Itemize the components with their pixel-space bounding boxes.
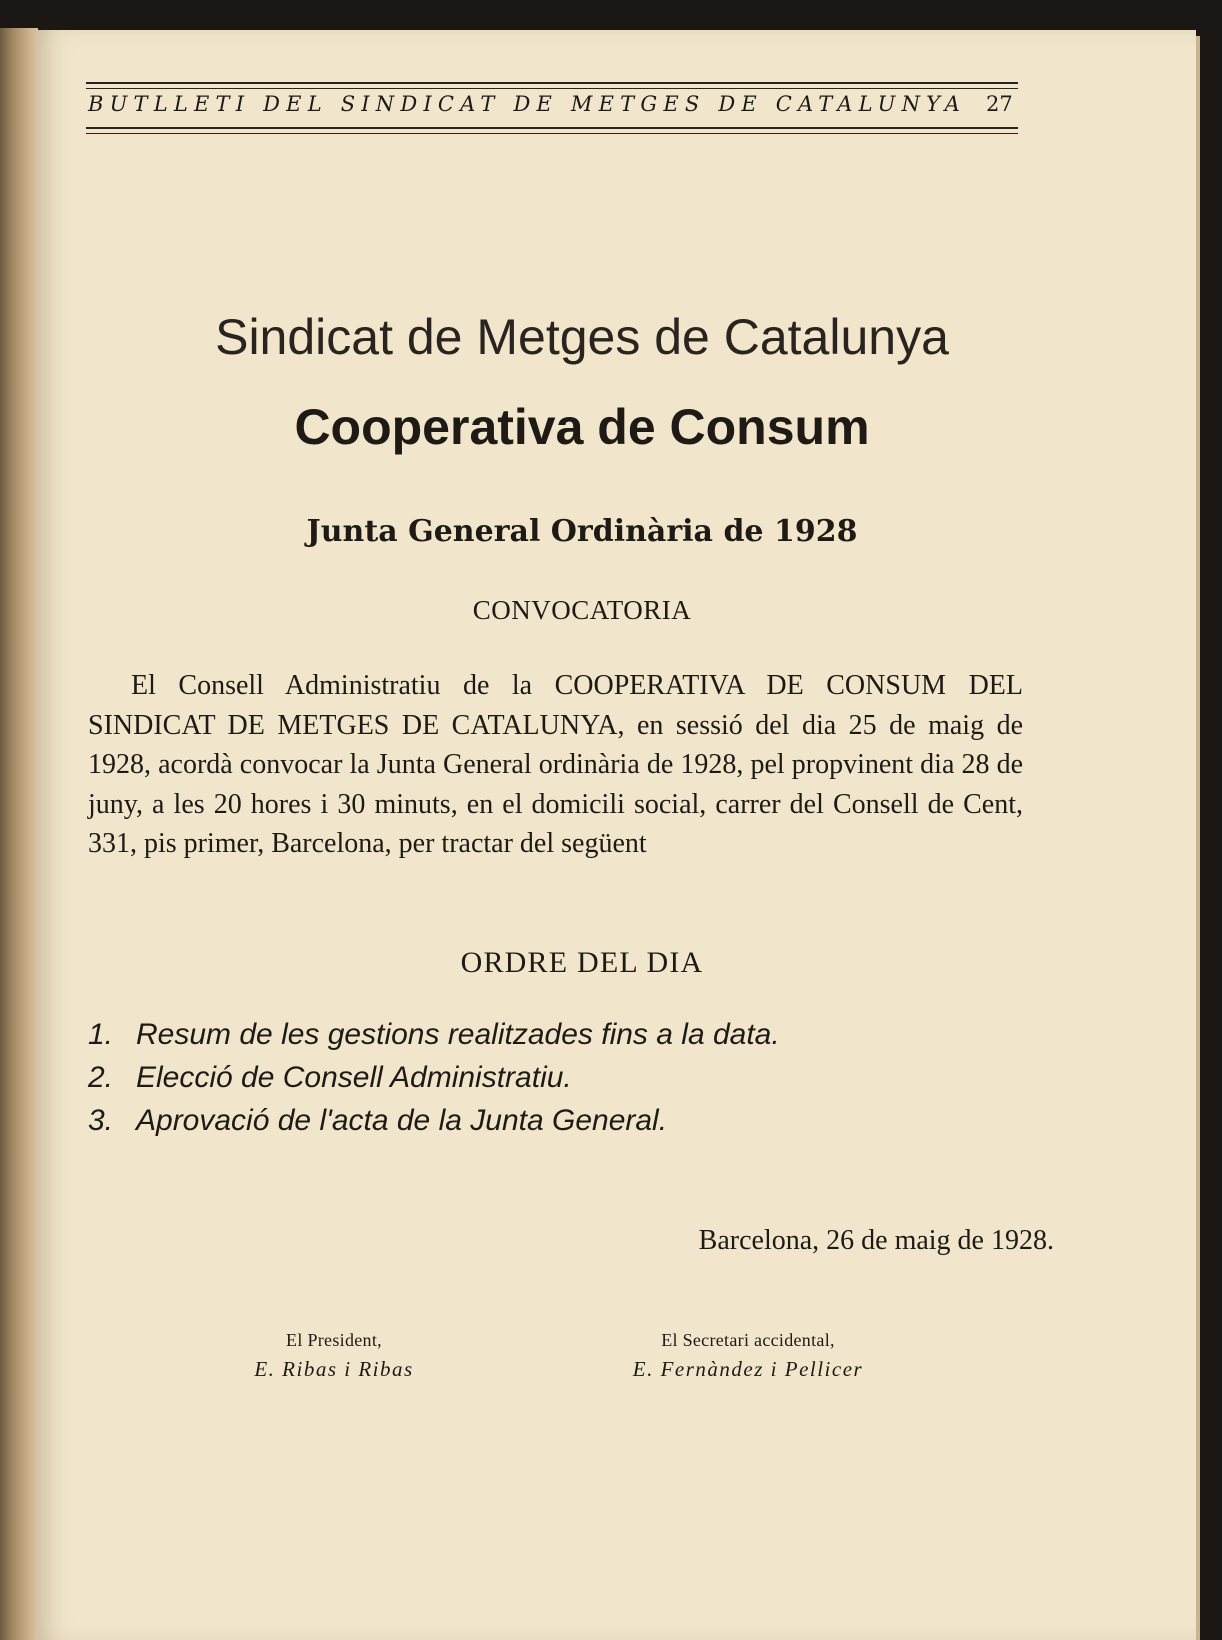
convocation-paragraph: El Consell Administratiu de la COOPERATIVA DE CONSUM DEL SINDICAT DE METGES DE CATALUNYA, en sessió del dia 25 de maig de 1928, acordà convocar la Junta General ordinària de 1928, pel propvinent dia 28 de juny, a les 20 hores i 30 minuts, en el domicili social, carrer del Consell de Cent, 331, pis primer, Barcelona, per tractar del següent bbox=[88, 670, 1023, 860]
book-spine-edge bbox=[0, 28, 38, 1640]
agenda-list bbox=[88, 1013, 780, 1142]
agenda-item-text: Elecció de Consell Administratiu. bbox=[136, 1061, 572, 1094]
header-rule bbox=[86, 133, 1018, 134]
agenda-item-text: Aprovació de l'acta de la Junta General. bbox=[136, 1104, 668, 1137]
notice-heading: CONVOCATORIA bbox=[472, 595, 692, 625]
signatory-name: E. Ribas i Ribas bbox=[254, 1357, 414, 1381]
meeting-title: Junta General Ordinària de 1928 bbox=[306, 514, 858, 549]
header-rule bbox=[86, 82, 1018, 84]
page-edge bbox=[1196, 36, 1200, 1640]
signatory-name: E. Fernàndez i Pellicer bbox=[632, 1357, 864, 1381]
page-number: 27 bbox=[986, 92, 1013, 116]
cooperative-title: Cooperativa de Consum bbox=[294, 399, 870, 455]
place-and-date: Barcelona, 26 de maig de 1928. bbox=[698, 1225, 1054, 1256]
president-signature-block bbox=[154, 1330, 514, 1382]
agenda-title: ORDRE DEL DIA bbox=[460, 946, 704, 979]
document-page bbox=[38, 30, 1196, 1640]
running-header-title: BUTLLETI DEL SINDICAT DE METGES DE CATALUNYA bbox=[88, 92, 966, 116]
agenda-item bbox=[88, 1013, 780, 1056]
header-rule bbox=[86, 127, 1018, 129]
agenda-item bbox=[88, 1099, 780, 1142]
agenda-item-number: 1. bbox=[88, 1018, 114, 1051]
agenda-item bbox=[88, 1056, 780, 1099]
secretary-signature-block bbox=[568, 1330, 928, 1382]
header-rule bbox=[86, 88, 1018, 89]
agenda-item-text: Resum de les gestions realitzades fins a la data. bbox=[136, 1018, 780, 1051]
agenda-item-number: 3. bbox=[88, 1104, 114, 1137]
agenda-item-number: 2. bbox=[88, 1061, 114, 1094]
signatory-role: El Secretari accidental, bbox=[661, 1330, 835, 1350]
organization-title: Sindicat de Metges de Catalunya bbox=[215, 309, 949, 365]
signatory-role: El President, bbox=[286, 1330, 382, 1350]
